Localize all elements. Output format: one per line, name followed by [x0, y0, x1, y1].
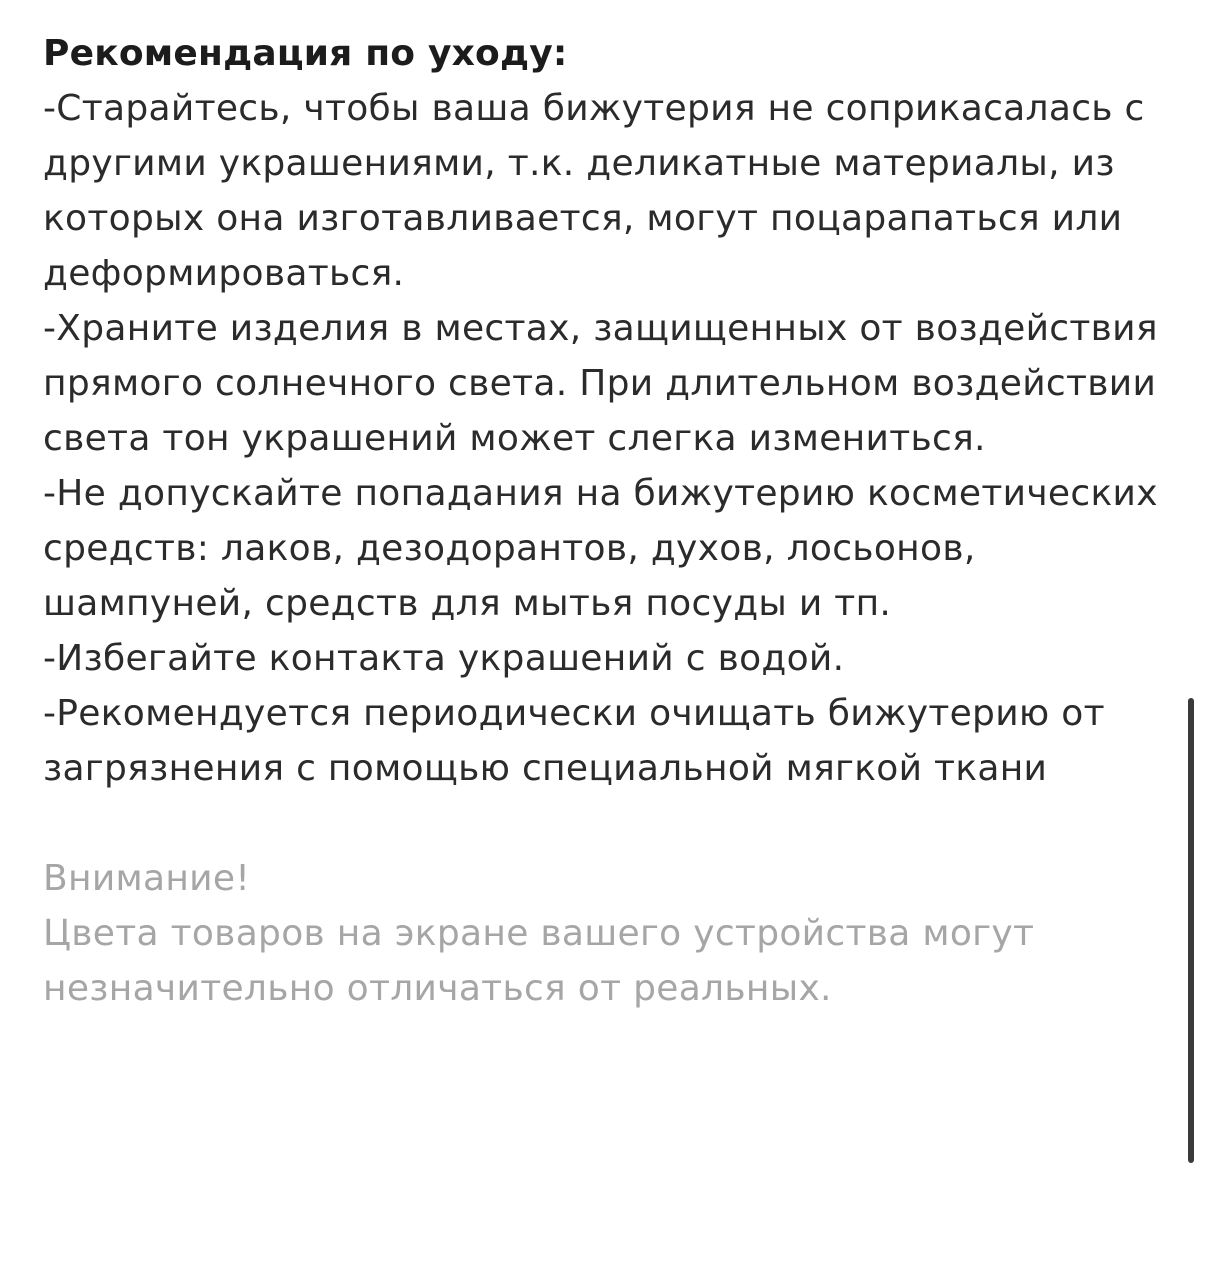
care-title: Рекомендация по уходу: — [43, 33, 568, 74]
care-item-sunlight: -Храните изделия в местах, защищенных от воздействия прямого солнечного света. При длительном воздействии света тон украшений может слегка измениться. — [43, 308, 1158, 459]
care-item-cleaning: -Рекомендуется периодически очищать бижутерию от загрязнения с помощью специальной мягкой ткани — [43, 693, 1105, 789]
care-text-block — [43, 26, 1178, 1016]
scrollbar-thumb[interactable] — [1188, 698, 1194, 1163]
care-item-cosmetics: -Не допускайте попадания на бижутерию косметических средств: лаков, дезодорантов, духов, лосьонов, шампуней, средств для мытья посуды и тп. — [43, 473, 1158, 624]
notice-title: Внимание! — [43, 858, 251, 899]
care-item-water: -Избегайте контакта украшений с водой. — [43, 638, 845, 679]
care-item-no-contact: -Старайтесь, чтобы ваша бижутерия не соприкасалась с другими украшениями, т.к. деликатные материалы, из которых она изготавливается, могут поцарапаться или деформироваться. — [43, 88, 1145, 294]
notice-block — [43, 851, 1178, 1016]
notice-text: Цвета товаров на экране вашего устройства могут незначительно отличаться от реальных. — [43, 913, 1035, 1009]
